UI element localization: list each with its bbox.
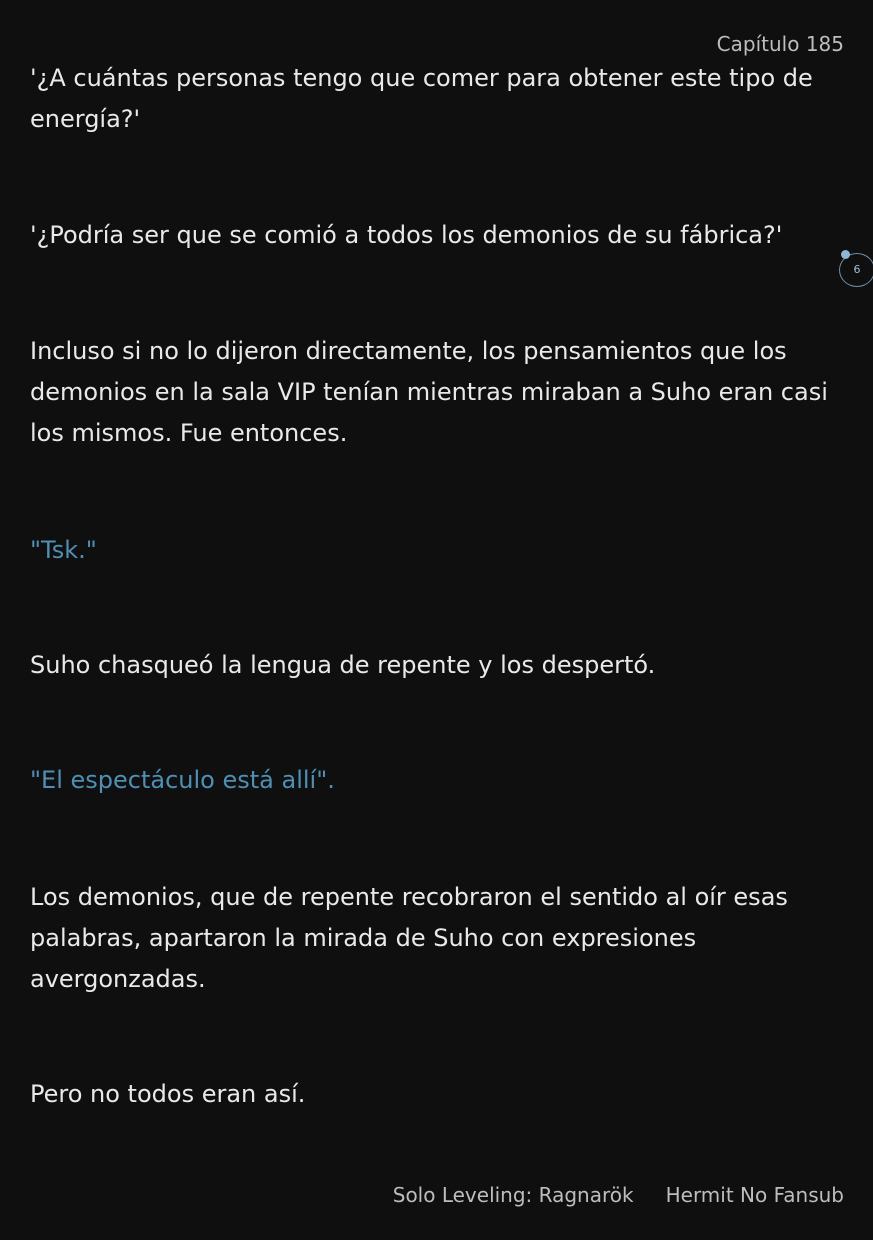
comment-count: 6: [853, 263, 861, 276]
paragraph: Los demonios, que de repente recobraron el sentido al oír esas palabras, apartaron la mirada de Suho con expresiones avergonzadas.: [30, 883, 788, 993]
footer: [393, 1183, 844, 1207]
translator-group: Hermit No Fansub: [665, 1183, 844, 1207]
paragraph: Suho chasqueó la lengua de repente y los despertó.: [30, 651, 656, 679]
paragraph: '¿A cuántas personas tengo que comer para obtener este tipo de energía?': [30, 64, 813, 133]
chapter-title: Capítulo 185: [716, 32, 844, 56]
dialogue-line: "Tsk.": [30, 536, 97, 564]
paragraph-comment-button[interactable]: [839, 253, 873, 287]
paragraph: Pero no todos eran así.: [30, 1080, 306, 1108]
series-title: Solo Leveling: Ragnarök: [392, 1183, 634, 1207]
paragraph: Incluso si no lo dijeron directamente, los pensamientos que los demonios en la sala VIP tenían mientras miraban a Suho eran casi los mismos. Fue entonces.: [30, 337, 828, 447]
dialogue-line: "El espectáculo está allí".: [30, 766, 335, 794]
paragraph: '¿Podría ser que se comió a todos los demonios de su fábrica?': [30, 221, 783, 249]
